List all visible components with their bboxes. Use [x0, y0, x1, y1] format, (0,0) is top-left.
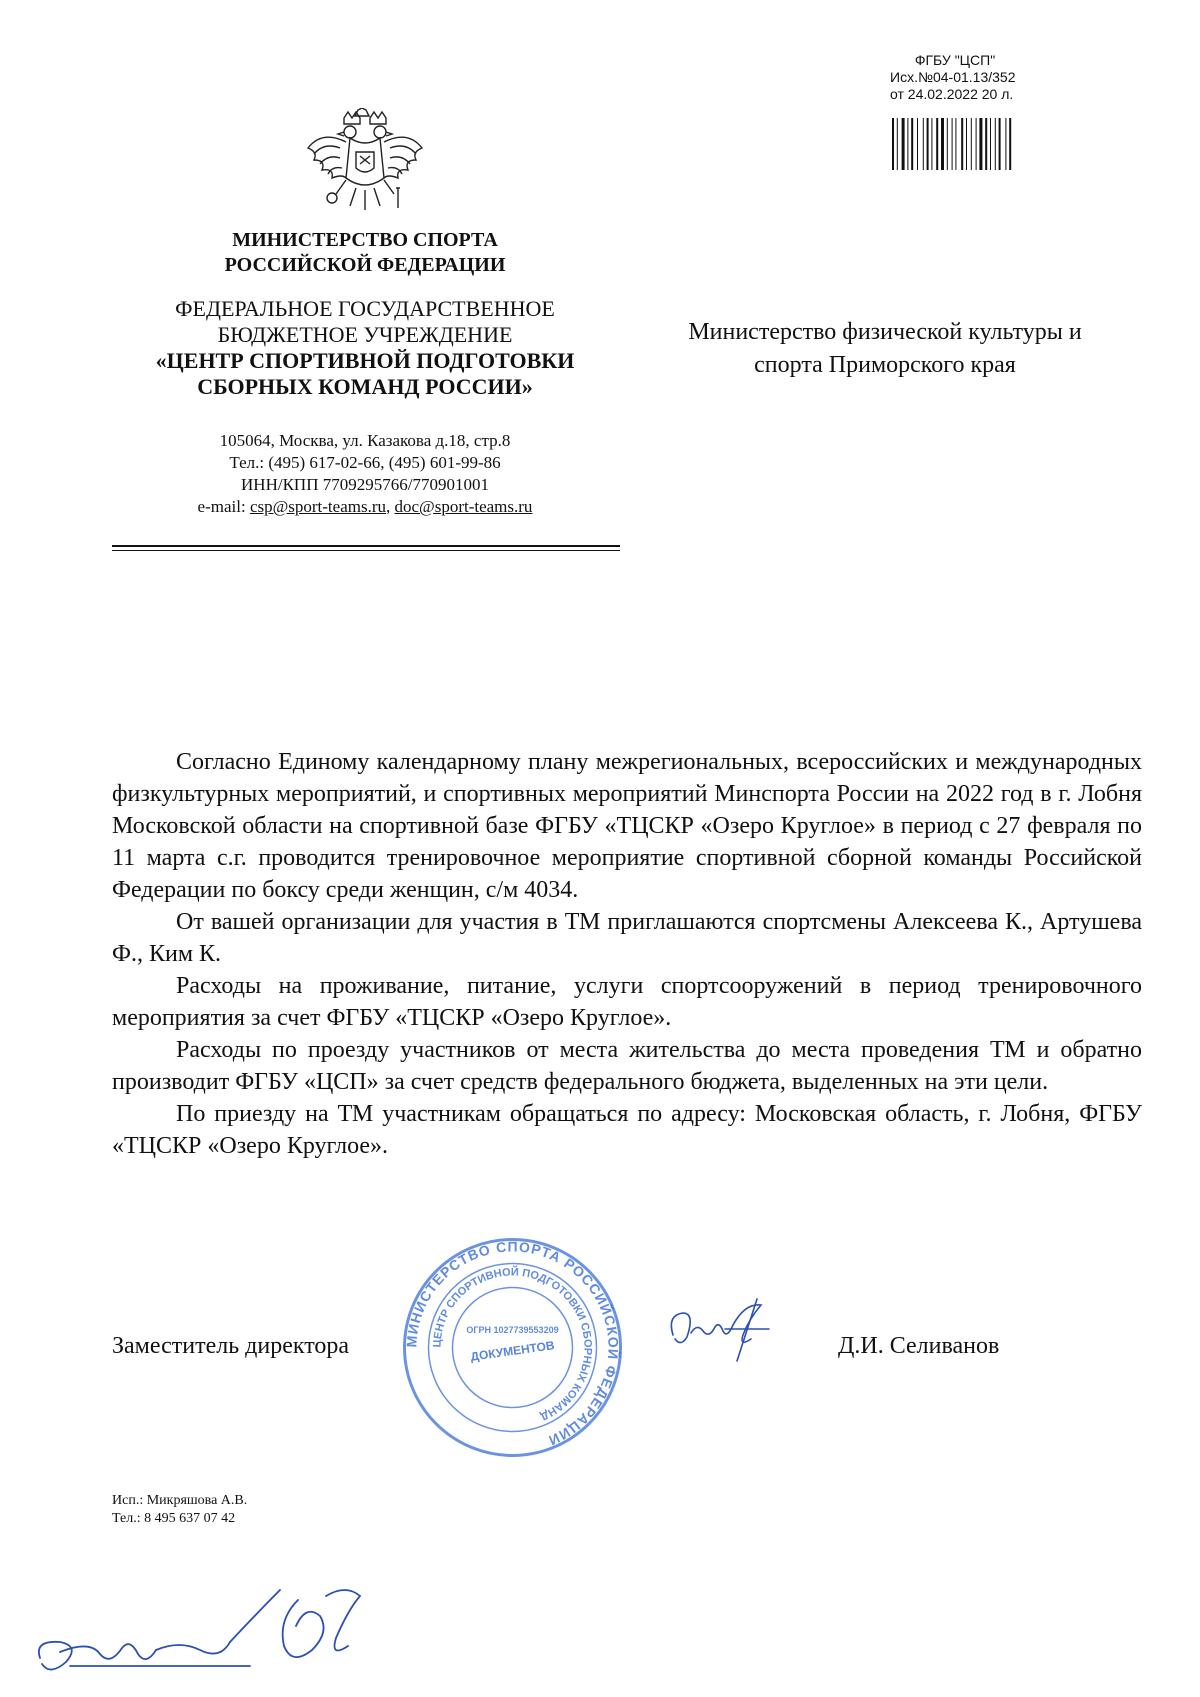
institution-line-2: БЮДЖЕТНОЕ УЧРЕЖДЕНИЕ [217, 322, 513, 347]
coat-of-arms-icon [300, 108, 430, 224]
barcode-bar [961, 118, 963, 170]
barcode-bar [979, 118, 982, 170]
addressee-line-1: Министерство физической культуры и [688, 319, 1082, 345]
ministry-name [110, 228, 620, 278]
handwritten-signature [665, 1295, 785, 1365]
barcode-bar [931, 118, 932, 170]
institution-line-3: «ЦЕНТР СПОРТИВНОЙ ПОДГОТОВКИ [155, 348, 575, 373]
barcode-bar [990, 118, 991, 170]
phone: Тел.: (495) 617-02-66, (495) 601-99-86 [229, 453, 501, 472]
institution-line-4: СБОРНЫХ КОМАНД РОССИИ» [197, 374, 533, 399]
paragraph-4: Расходы по проезду участников от места жительства до места проведения ТМ и обратно производит ФГБУ «ЦСП» за счет средств федерального бюджета, выделенных на эти цели. [112, 1037, 1142, 1095]
barcode-bar [907, 118, 908, 170]
barcode-bar [976, 118, 977, 170]
header-rule [112, 545, 620, 547]
barcode-bar [892, 118, 894, 170]
contacts [110, 430, 620, 518]
barcode-bar [927, 118, 929, 170]
registration-date: от 24.02.2022 20 л. [890, 86, 1014, 102]
seal-outer-text: МИНИСТЕРСТВО СПОРТА РОССИЙСКОЙ ФЕДЕРАЦИИ [403, 1238, 622, 1450]
email-label: e-mail: [197, 497, 250, 516]
barcode-bar [985, 118, 987, 170]
paragraph-5: По приезду на ТМ участникам обращаться по адресу: Московская область, г. Лобня, ФГБУ «ТЦСКР «Озеро Круглое». [112, 1101, 1142, 1159]
paragraph-1: Согласно Единому календарному плану межрегиональных, всероссийских и международных физкультурных мероприятий, и спортивных мероприятий Минспорта России на 2022 год в г. Лобня Московской области на спортивной базе ФГБУ «ТЦСКР «Озеро Круглое» в период с 27 февраля по 11 марта с.г. проводится тренировочное мероприятие спортивной сборной команды Российской Федерации по боксу среди женщин, с/м 4034. [112, 749, 1142, 903]
barcode-bar [966, 118, 967, 170]
addressee-line-2: спорта Приморского края [754, 352, 1016, 378]
ministry-line-2: РОССИЙСКОЙ ФЕДЕРАЦИИ [224, 254, 506, 276]
email-link-1[interactable]: csp@sport-teams.ru [249, 497, 386, 516]
barcode-bar [911, 118, 913, 170]
executor-info [112, 1492, 247, 1528]
barcode-bar [952, 118, 953, 170]
ministry-line-1: МИНИСТЕРСТВО СПОРТА [232, 229, 498, 251]
inn: ИНН/КПП 7709295766/770901001 [241, 475, 489, 494]
letter-body [112, 746, 1142, 1162]
barcode-bar [971, 118, 972, 170]
barcode [892, 118, 1038, 170]
executor-phone: Тел.: 8 495 637 07 42 [112, 1511, 236, 1526]
header-rule-thin [112, 550, 620, 551]
email-link-2[interactable]: doc@sport-teams.ru [394, 497, 533, 516]
barcode-bar [999, 118, 1001, 170]
email-separator: , [386, 497, 395, 516]
address: 105064, Москва, ул. Казакова д.18, стр.8 [219, 431, 511, 450]
bottom-handwritten-marks [30, 1580, 410, 1680]
registration-org: ФГБУ "ЦСП" [914, 52, 996, 68]
barcode-bar [936, 118, 938, 170]
barcode-bar [955, 118, 956, 170]
barcode-bar [1009, 118, 1011, 170]
executor-name: Исп.: Микряшова А.В. [112, 1493, 248, 1508]
barcode-bar [923, 118, 924, 170]
registration-stamp [860, 52, 1050, 103]
barcode-bar [917, 118, 918, 170]
addressee [640, 316, 1130, 382]
barcode-bar [947, 118, 948, 170]
paragraph-2: От вашей организации для участия в ТМ приглашаются спортсмены Алексеева К., Артушева Ф., Ким К. [112, 909, 1142, 967]
barcode-bar [995, 118, 996, 170]
seal-center-text: ДОКУМЕНТОВ [469, 1338, 556, 1364]
institution-name [110, 296, 620, 400]
signatory-title: Заместитель директора [112, 1333, 350, 1359]
seal-ogrn: ОГРН 1027739553209 [466, 1325, 559, 1335]
signatory-name: Д.И. Селиванов [838, 1333, 1000, 1359]
institution-line-1: ФЕДЕРАЛЬНОЕ ГОСУДАРСТВЕННОЕ [175, 296, 555, 321]
barcode-bar [941, 118, 944, 170]
seal-inner-text: ЦЕНТР СПОРТИВНОЙ ПОДГОТОВКИ СБОРНЫХ КОМАНД [431, 1266, 594, 1423]
barcode-bar [1005, 118, 1006, 170]
barcode-bar [897, 118, 898, 170]
registration-number: Исх.№04-01.13/352 [890, 69, 1016, 85]
email-line [110, 496, 620, 518]
round-seal [400, 1235, 625, 1460]
barcode-bar [902, 118, 905, 170]
paragraph-3: Расходы на проживание, питание, услуги спортсооружений в период тренировочного мероприятия за счет ФГБУ «ТЦСКР «Озеро Круглое». [112, 973, 1142, 1031]
